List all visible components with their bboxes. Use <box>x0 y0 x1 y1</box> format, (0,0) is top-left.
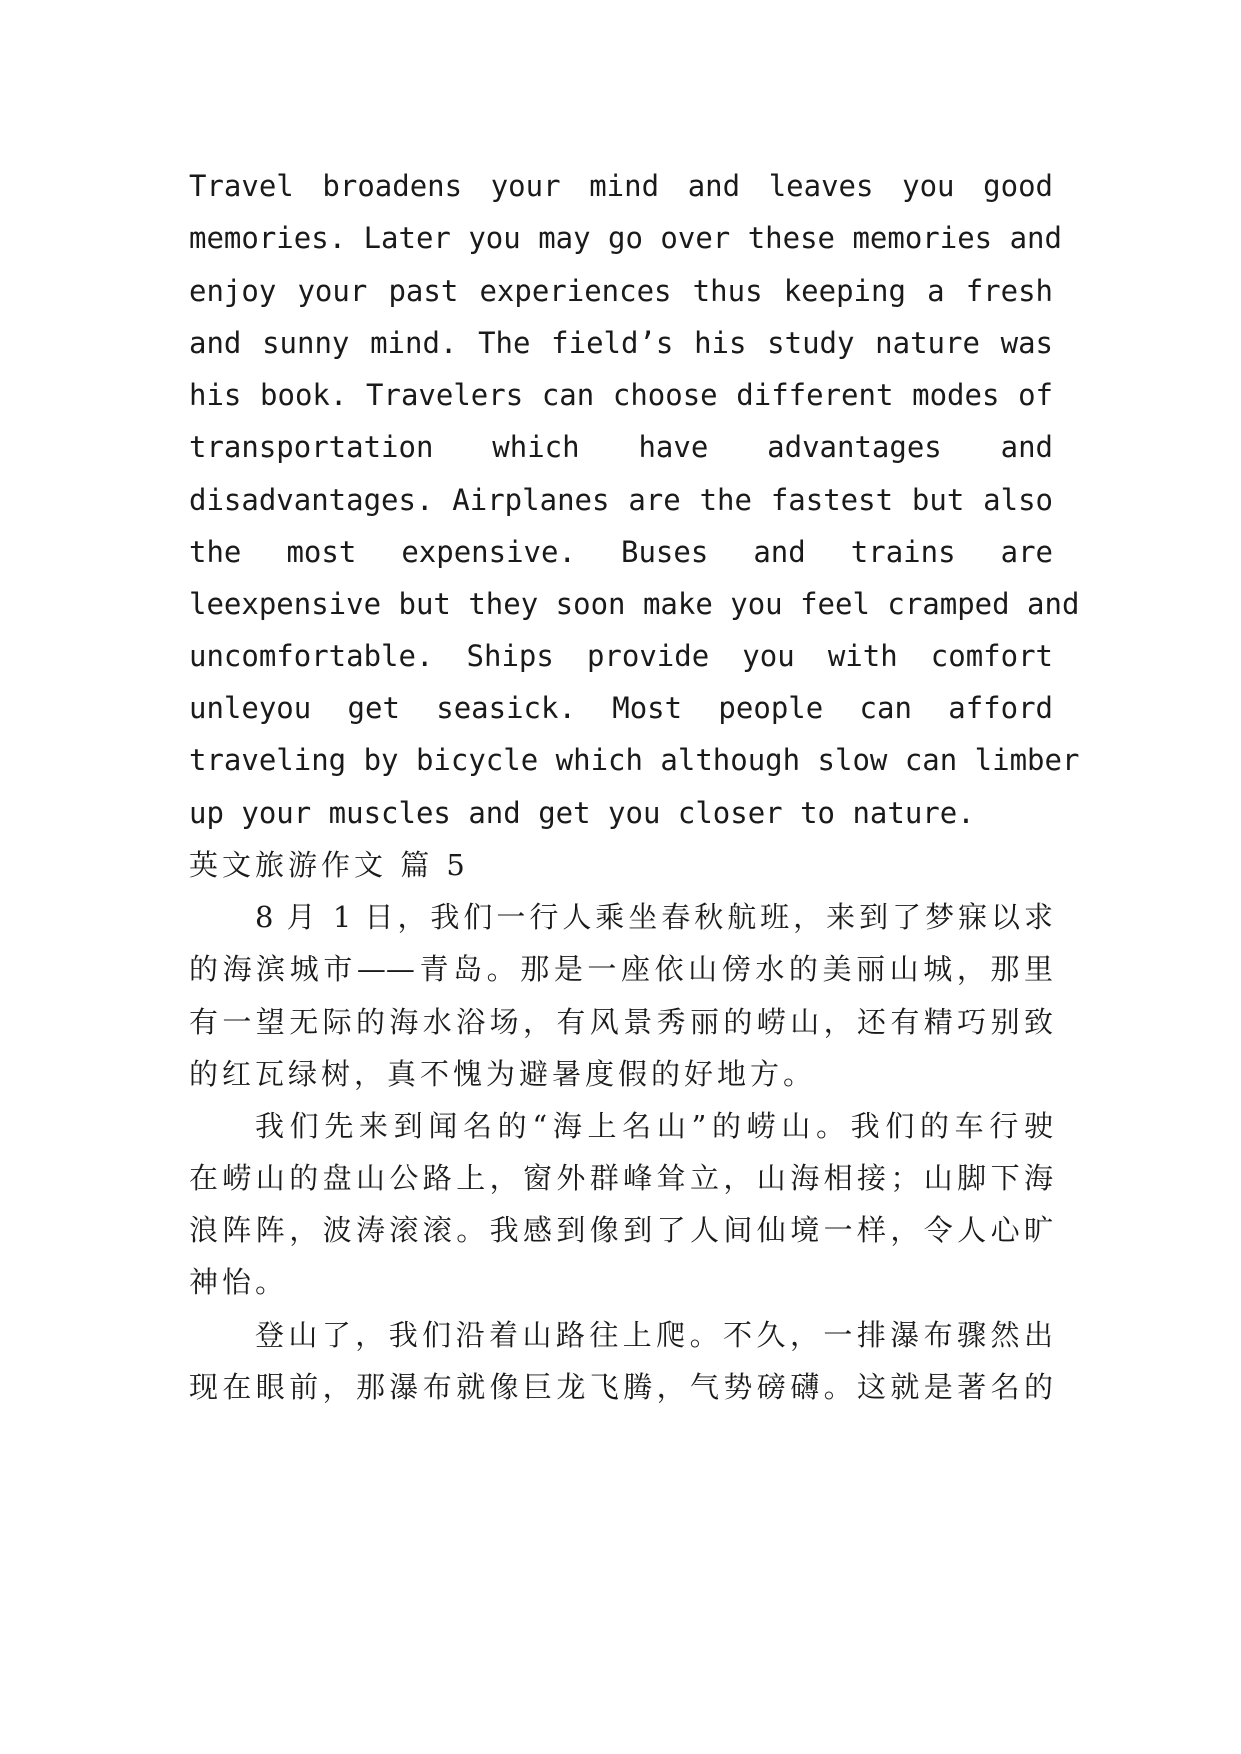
document-page <box>189 0 1080 1754</box>
chinese-line: 在崂山的盘山公路上，窗外群峰耸立，山海相接；山脚下海 <box>189 1161 1053 1195</box>
chinese-line: 的海滨城市——青岛。那是一座依山傍水的美丽山城，那里 <box>189 952 1053 986</box>
chinese-line: 神怡。 <box>189 1265 289 1299</box>
chinese-line: 登山了，我们沿着山路往上爬。不久，一排瀑布骤然出 <box>255 1318 1053 1352</box>
english-line: disadvantages. Airplanes are the fastest but also <box>189 483 1053 517</box>
english-line: leexpensive but they soon make you feel cramped and <box>189 587 1080 621</box>
english-line: uncomfortable. Ships provide you with comfort <box>189 639 1053 673</box>
section-heading: 英文旅游作文 篇 5 <box>189 848 469 882</box>
chinese-line: 我们先来到闻名的“海上名山”的崂山。我们的车行驶 <box>255 1109 1053 1143</box>
chinese-line: 的红瓦绿树，真不愧为避暑度假的好地方。 <box>189 1057 817 1091</box>
chinese-line: 现在眼前，那瀑布就像巨龙飞腾，气势磅礴。这就是著名的 <box>189 1370 1053 1404</box>
english-line: traveling by bicycle which although slow can limber <box>189 743 1080 777</box>
english-line: enjoy your past experiences thus keeping a fresh <box>189 274 1053 308</box>
english-line: unleyou get seasick. Most people can afford <box>189 691 1053 725</box>
english-line: up your muscles and get you closer to nature. <box>189 796 975 830</box>
english-line: transportation which have advantages and <box>189 430 1053 464</box>
chinese-line: 浪阵阵，波涛滚滚。我感到像到了人间仙境一样，令人心旷 <box>189 1213 1053 1247</box>
chinese-line: 有一望无际的海水浴场，有风景秀丽的崂山，还有精巧别致 <box>189 1005 1053 1039</box>
english-line: and sunny mind. The field’s his study nature was <box>189 326 1053 360</box>
english-line: the most expensive. Buses and trains are <box>189 535 1053 569</box>
chinese-line: 8 月 1 日，我们一行人乘坐春秋航班，来到了梦寐以求 <box>255 900 1053 934</box>
english-line: his book. Travelers can choose different modes of <box>189 378 1053 412</box>
english-line: memories. Later you may go over these memories and <box>189 221 1062 255</box>
english-line: Travel broadens your mind and leaves you good <box>189 169 1053 203</box>
